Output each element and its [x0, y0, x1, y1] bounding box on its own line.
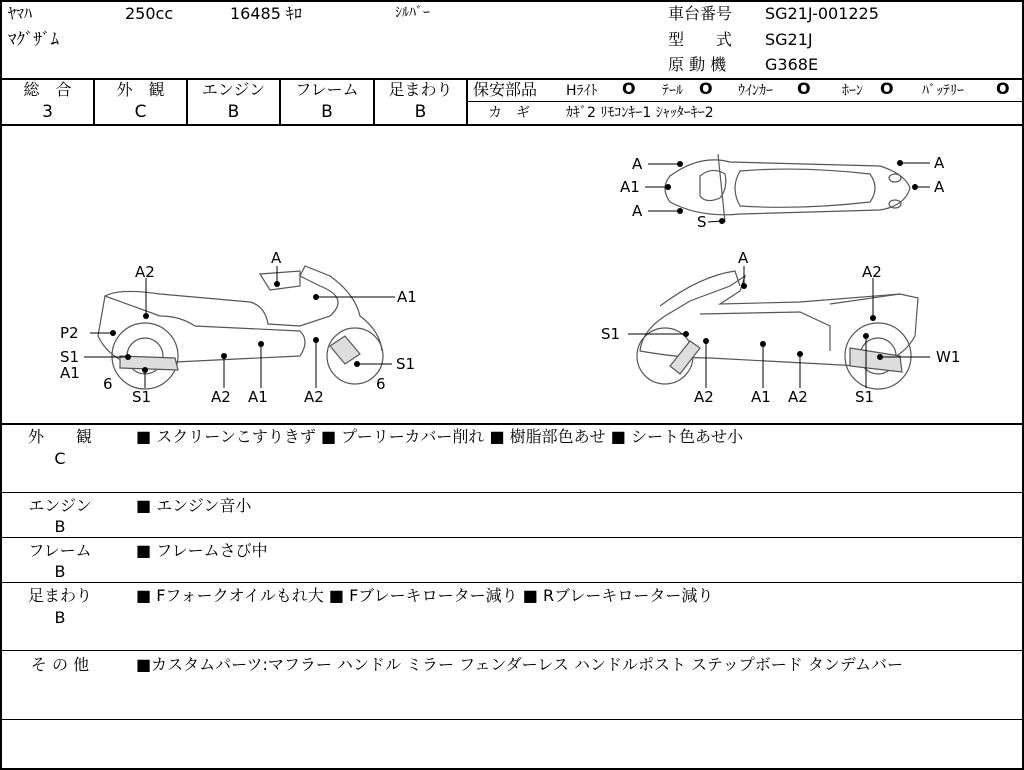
engine-value: G368E: [765, 55, 819, 74]
grade-engine-value: B: [227, 102, 240, 122]
left-label: A2: [211, 388, 231, 406]
safety-winker-label: ｳｲﾝｶｰ: [738, 83, 773, 99]
right-label: S1: [855, 388, 875, 406]
top-label: A1: [620, 178, 640, 196]
right-label: A2: [862, 263, 882, 281]
safety-tail-mark: O: [699, 79, 713, 98]
type-label: 型 式: [668, 30, 733, 49]
remark-text-exterior: ■ スクリーンこすりきず ■ プーリーカバー削れ ■ 樹脂部色あせ ■ シート色あせ小: [136, 427, 743, 446]
left-label: S1: [396, 355, 416, 373]
top-label: A: [934, 178, 945, 196]
remark-label-frame: フレーム: [28, 541, 92, 560]
col-sep-5: [466, 78, 468, 126]
right-label: A2: [694, 388, 714, 406]
grade-suspension-value: B: [414, 102, 427, 122]
grade-overall-value: 3: [42, 102, 53, 122]
remarks-top-line: [0, 423, 1022, 425]
left-label: S1: [60, 348, 80, 366]
safety-title: 保安部品: [473, 80, 538, 99]
condition-diagram: [0, 126, 1022, 424]
maker: ﾔﾏﾊ: [8, 4, 33, 23]
remarks-sep-3: [0, 582, 1022, 583]
safety-headlight-mark: O: [622, 79, 636, 98]
grade-exterior-label: 外 観: [116, 80, 165, 99]
remark-grade-frame: B: [54, 562, 66, 581]
grade-suspension-label: 足まわり: [388, 80, 453, 99]
safety-winker-mark: O: [797, 79, 811, 98]
frame-no-label: 車台番号: [668, 4, 733, 23]
safety-mid-line: [467, 101, 1022, 102]
right-label: S1: [601, 325, 621, 343]
left-label: A2: [135, 263, 155, 281]
grade-overall-label: 総 合: [23, 80, 72, 99]
left-label: A: [271, 249, 282, 267]
safety-tail-label: ﾃｰﾙ: [662, 83, 683, 99]
safety-horn-mark: O: [880, 79, 894, 98]
remarks-sep-5: [0, 719, 1022, 720]
grade-frame-label: フレーム: [295, 80, 359, 99]
left-label: P2: [60, 324, 79, 342]
remark-text-engine: ■ エンジン音小: [136, 496, 252, 515]
safety-battery-mark: O: [996, 79, 1010, 98]
key-text: ｶｷﾞ2 ﾘﾓｺﾝｷｰ1 ｼｬｯﾀｰｷｰ2: [566, 105, 714, 121]
remark-label-suspension: 足まわり: [27, 586, 92, 605]
remark-label-engine: エンジン: [28, 496, 92, 515]
top-label: S: [697, 213, 707, 231]
remarks-sep-4: [0, 650, 1022, 651]
left-label: S1: [132, 388, 152, 406]
left-label: A2: [304, 388, 324, 406]
top-label: A: [934, 154, 945, 172]
grade-frame-value: B: [321, 102, 333, 122]
safety-battery-label: ﾊﾞｯﾃﾘｰ: [922, 83, 964, 99]
remark-label-other: そ の 他: [30, 655, 90, 674]
left-label: 6: [103, 375, 113, 393]
left-label: 6: [376, 375, 386, 393]
grade-exterior-value: C: [134, 102, 147, 122]
remark-text-frame: ■ フレームさび中: [136, 541, 268, 560]
right-label: W1: [936, 348, 961, 366]
grade-engine-label: エンジン: [201, 80, 266, 99]
remark-grade-engine: B: [54, 517, 66, 536]
displacement: 250cc: [125, 4, 174, 23]
remark-grade-suspension: B: [54, 608, 66, 627]
remark-text-other: ■カスタムパーツ:マフラー ハンドル ミラー フェンダーレス ハンドルポスト ステップボード タンデムバー: [136, 655, 904, 674]
type-value: SG21J: [765, 30, 813, 49]
model-name: ﾏｸﾞｻﾞﾑ: [8, 30, 59, 50]
remarks-sep-1: [0, 492, 1022, 493]
engine-label: 原 動 機: [668, 55, 727, 74]
right-label: A2: [788, 388, 808, 406]
frame-no: SG21J-001225: [765, 4, 879, 23]
right-label: A: [738, 249, 749, 267]
right-label: A1: [751, 388, 771, 406]
top-label: A: [632, 155, 643, 173]
remark-label-exterior: 外 観: [27, 427, 92, 446]
mileage: 16485 ｷﾛ: [230, 4, 302, 23]
left-label: A1: [397, 288, 417, 306]
safety-headlight-label: Hﾗｲﾄ: [566, 83, 598, 99]
top-label: A: [632, 202, 643, 220]
remarks-sep-2: [0, 537, 1022, 538]
remark-grade-exterior: C: [54, 449, 66, 468]
color: ｼﾙﾊﾞｰ: [395, 5, 430, 21]
remark-text-suspension: ■ Fフォークオイルもれ大 ■ Fブレーキローター減り ■ Rブレーキローター減り: [136, 586, 714, 605]
left-label: A1: [60, 364, 80, 382]
safety-horn-label: ﾎｰﾝ: [842, 83, 863, 99]
left-label: A1: [248, 388, 268, 406]
key-label: カ ギ: [488, 105, 530, 121]
